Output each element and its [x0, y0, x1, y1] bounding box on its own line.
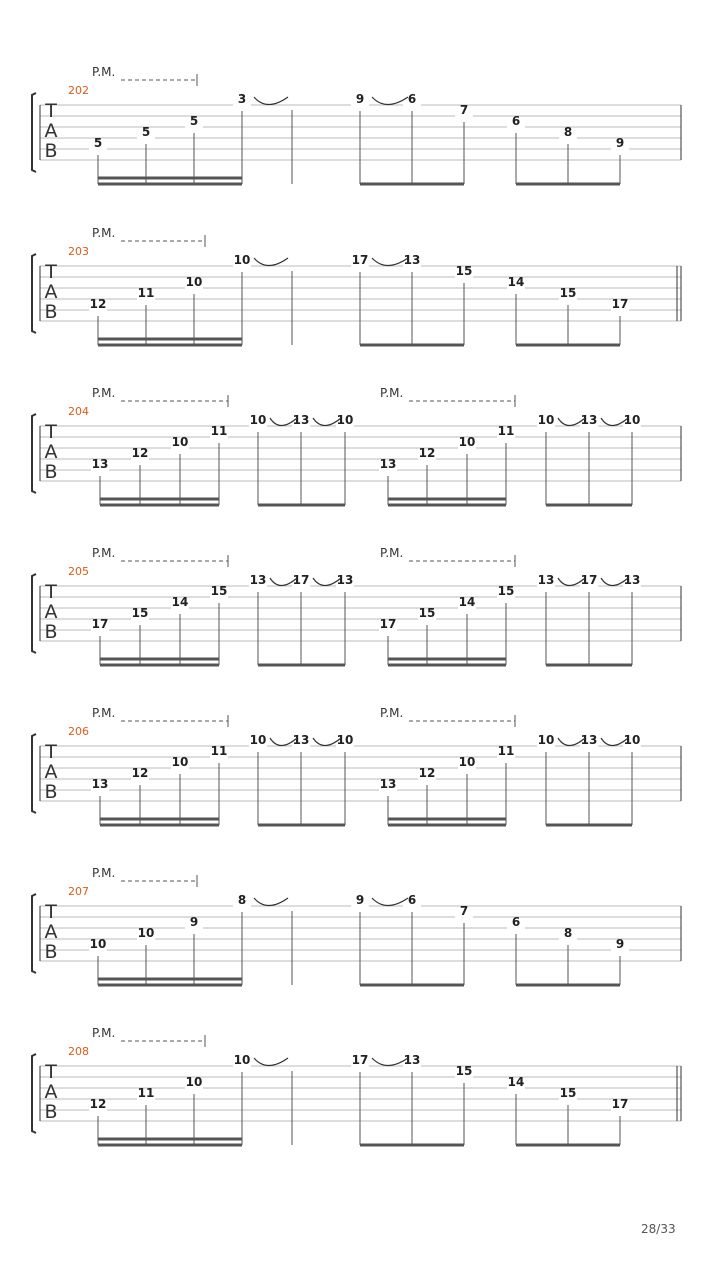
tie-arc — [372, 258, 408, 266]
fret-number: 10 — [537, 413, 555, 427]
tab-clef-letter: A — [44, 761, 58, 783]
tie-arc — [372, 1058, 408, 1066]
fret-number: 12 — [131, 446, 149, 460]
fret-number: 6 — [407, 893, 417, 907]
tie-arc — [254, 258, 288, 266]
tab-system-208 — [32, 1026, 681, 1145]
fret-number: 11 — [137, 286, 155, 300]
fret-number: 5 — [93, 136, 103, 150]
fret-number: 15 — [210, 584, 228, 598]
tab-clef-letter: T — [45, 741, 57, 763]
tie-arc — [254, 898, 288, 906]
tab-clef-letter: A — [44, 281, 58, 303]
fret-number: 6 — [511, 915, 521, 929]
fret-number: 9 — [355, 92, 365, 106]
fret-number: 12 — [89, 1097, 107, 1111]
tab-clef-letter: T — [45, 421, 57, 443]
system-bracket — [32, 93, 36, 172]
fret-number: 15 — [131, 606, 149, 620]
fret-number: 10 — [458, 435, 476, 449]
fret-number: 17 — [611, 1097, 629, 1111]
fret-number: 13 — [623, 573, 641, 587]
fret-number: 13 — [336, 573, 354, 587]
tab-clef-letter: T — [45, 581, 57, 603]
measure-number: 203 — [68, 245, 89, 258]
tab-clef-letter: B — [44, 1101, 58, 1123]
fret-number: 10 — [89, 937, 107, 951]
system-bracket — [32, 574, 36, 653]
palm-mute-label: P.M. — [92, 1026, 116, 1040]
fret-number: 14 — [458, 595, 476, 609]
fret-number: 13 — [580, 413, 598, 427]
fret-number: 10 — [336, 733, 354, 747]
fret-number: 8 — [237, 893, 247, 907]
palm-mute-label: P.M. — [92, 65, 116, 79]
system-bracket — [32, 894, 36, 973]
fret-number: 13 — [91, 777, 109, 791]
tab-system-206 — [32, 706, 681, 825]
palm-mute-label: P.M. — [92, 386, 116, 400]
palm-mute-label: P.M. — [92, 546, 116, 560]
fret-number: 13 — [91, 457, 109, 471]
fret-number: 12 — [131, 766, 149, 780]
tab-clef-letter: A — [44, 1081, 58, 1103]
fret-number: 17 — [611, 297, 629, 311]
fret-number: 5 — [141, 125, 151, 139]
fret-number: 10 — [185, 275, 203, 289]
tie-arc — [372, 898, 408, 906]
tab-clef-letter: T — [45, 100, 57, 122]
system-bracket — [32, 1054, 36, 1133]
tab-clef-letter: T — [45, 1061, 57, 1083]
fret-number: 14 — [507, 275, 525, 289]
fret-number: 10 — [537, 733, 555, 747]
tab-clef-letter: A — [44, 601, 58, 623]
tab-system-202 — [32, 65, 681, 184]
fret-number: 6 — [511, 114, 521, 128]
system-bracket — [32, 254, 36, 333]
fret-number: 8 — [563, 926, 573, 940]
fret-number: 10 — [233, 253, 251, 267]
palm-mute-label: P.M. — [380, 386, 404, 400]
measure-number: 202 — [68, 84, 89, 97]
fret-number: 5 — [189, 114, 199, 128]
tab-clef-letter: T — [45, 901, 57, 923]
fret-number: 3 — [237, 92, 247, 106]
fret-number: 13 — [249, 573, 267, 587]
fret-number: 10 — [171, 755, 189, 769]
fret-number: 17 — [580, 573, 598, 587]
tab-system-205 — [32, 546, 681, 665]
fret-number: 13 — [403, 1053, 421, 1067]
fret-number: 8 — [563, 125, 573, 139]
fret-number: 10 — [623, 413, 641, 427]
tab-clef-letter: B — [44, 621, 58, 643]
tab-clef-letter: B — [44, 461, 58, 483]
tab-clef-letter: T — [45, 261, 57, 283]
fret-number: 15 — [418, 606, 436, 620]
fret-number: 14 — [507, 1075, 525, 1089]
fret-number: 17 — [351, 253, 369, 267]
fret-number: 17 — [91, 617, 109, 631]
fret-number: 13 — [292, 733, 310, 747]
fret-number: 10 — [185, 1075, 203, 1089]
palm-mute-label: P.M. — [92, 866, 116, 880]
fret-number: 17 — [351, 1053, 369, 1067]
fret-number: 10 — [233, 1053, 251, 1067]
palm-mute-label: P.M. — [380, 546, 404, 560]
fret-number: 11 — [210, 744, 228, 758]
fret-number: 11 — [210, 424, 228, 438]
fret-number: 12 — [89, 297, 107, 311]
fret-number: 13 — [292, 413, 310, 427]
fret-number: 11 — [497, 424, 515, 438]
palm-mute-label: P.M. — [92, 706, 116, 720]
fret-number: 10 — [249, 413, 267, 427]
fret-number: 12 — [418, 446, 436, 460]
fret-number: 13 — [379, 777, 397, 791]
tie-arc — [372, 97, 408, 105]
fret-number: 9 — [189, 915, 199, 929]
measure-number: 207 — [68, 885, 89, 898]
tab-clef-letter: A — [44, 120, 58, 142]
fret-number: 11 — [497, 744, 515, 758]
tab-system-207 — [32, 866, 681, 985]
fret-number: 7 — [459, 904, 469, 918]
fret-number: 13 — [379, 457, 397, 471]
fret-number: 7 — [459, 103, 469, 117]
fret-number: 6 — [407, 92, 417, 106]
fret-number: 10 — [458, 755, 476, 769]
tie-arc — [254, 1058, 288, 1066]
fret-number: 13 — [537, 573, 555, 587]
fret-number: 10 — [249, 733, 267, 747]
fret-number: 14 — [171, 595, 189, 609]
tie-arc — [254, 97, 288, 105]
measure-number: 204 — [68, 405, 89, 418]
tab-clef-letter: B — [44, 301, 58, 323]
system-bracket — [32, 734, 36, 813]
fret-number: 15 — [455, 1064, 473, 1078]
palm-mute-label: P.M. — [380, 706, 404, 720]
fret-number: 15 — [559, 1086, 577, 1100]
fret-number: 9 — [355, 893, 365, 907]
tab-clef-letter: A — [44, 441, 58, 463]
fret-number: 10 — [137, 926, 155, 940]
fret-number: 15 — [455, 264, 473, 278]
fret-number: 10 — [171, 435, 189, 449]
tab-clef-letter: A — [44, 921, 58, 943]
fret-number: 12 — [418, 766, 436, 780]
tab-system-203 — [32, 226, 681, 345]
fret-number: 13 — [403, 253, 421, 267]
measure-number: 205 — [68, 565, 89, 578]
page-number: 28/33 — [641, 1222, 676, 1236]
fret-number: 13 — [580, 733, 598, 747]
fret-number: 9 — [615, 937, 625, 951]
tab-system-204 — [32, 386, 681, 505]
tab-clef-letter: B — [44, 941, 58, 963]
fret-number: 17 — [292, 573, 310, 587]
palm-mute-label: P.M. — [92, 226, 116, 240]
system-bracket — [32, 414, 36, 493]
fret-number: 11 — [137, 1086, 155, 1100]
tab-clef-letter: B — [44, 140, 58, 162]
fret-number: 10 — [623, 733, 641, 747]
fret-number: 15 — [559, 286, 577, 300]
fret-number: 10 — [336, 413, 354, 427]
tab-clef-letter: B — [44, 781, 58, 803]
fret-number: 15 — [497, 584, 515, 598]
fret-number: 17 — [379, 617, 397, 631]
fret-number: 9 — [615, 136, 625, 150]
measure-number: 206 — [68, 725, 89, 738]
measure-number: 208 — [68, 1045, 89, 1058]
